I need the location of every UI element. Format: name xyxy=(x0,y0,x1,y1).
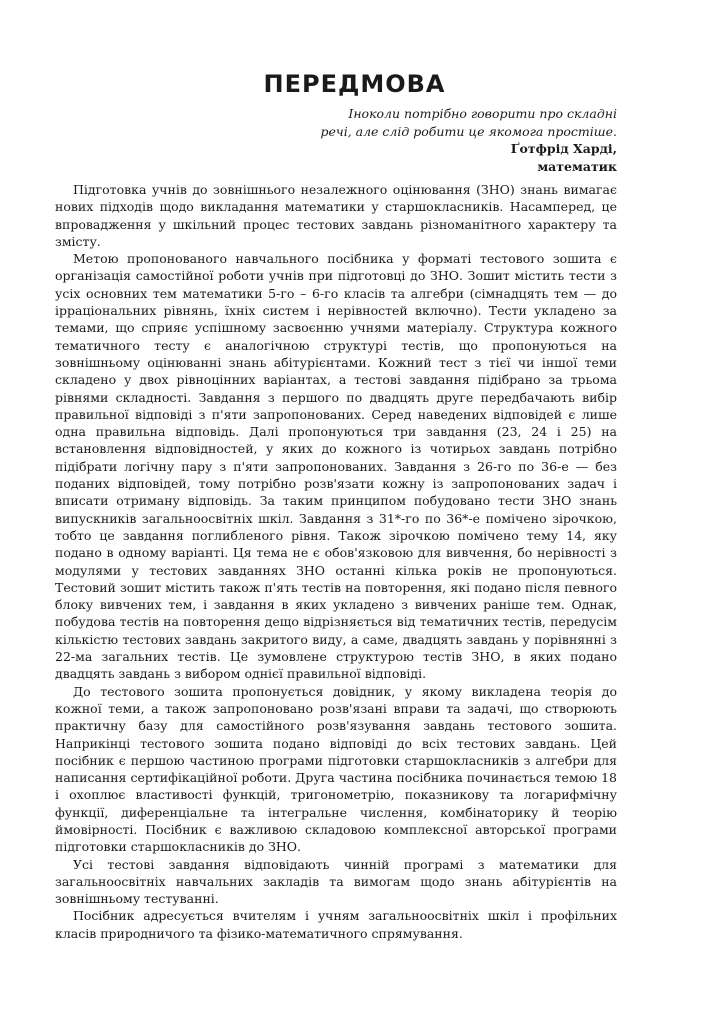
paragraph: Посібник адресується вчителям і учням загальноосвітніх шкіл і профільних класів природничого та фізико-математичного спрямування. xyxy=(55,908,617,941)
epigraph-author-title: математик xyxy=(537,158,617,174)
epigraph xyxy=(317,105,617,175)
paragraph: До тестового зошита пропонується довідник, у якому викладена теорія до кожної теми, а також запропоновано розв'язані вправи та задачі, що створюють практичну базу для самостійного розв'язування завдань тестового зошита. Наприкінці тестового зошита подано відповіді до всіх тестових завдань. Цей посібник є першою частиною програми підготовки старшокласників з алгебри для написання сертифікаційної роботи. Друга частина посібника починається темою 18 і охоплює властивості функцій, тригонометрію, показникову та логарифмічну функції, диференціальне та інтегральне числення, комбінаторику й теорію ймовірності. Посібник є важливою складовою комплексної авторської програми підготовки старшокласників до ЗНО. xyxy=(55,683,617,855)
paragraph: Підготовка учнів до зовнішнього незалежного оцінювання (ЗНО) знань вимагає нових підходів щодо викладання математики у старшокласників. Насамперед, це впровадження у шкільний процес тестових завдань різноманітного характеру та змісту. xyxy=(55,182,617,249)
preface-body xyxy=(55,181,617,942)
paragraph: Метою пропонованого навчального посібника у форматі тестового зошита є організація самостійної роботи учнів при підготовці до ЗНО. Зошит містить тести з усіх основних тем математики 5-го – 6-го класів та алгебри (сімнадцять тем — до ірраціональних рівнянь, їхніх систем і нерівностей включно). Тести укладено за темами, що сприяє успішному засвоєнню учнями матеріалу. Структура кожного тематичного тесту є аналогічною структурі тестів, що пропонуються на зовнішньому оцінюванні знань абітурієнтами. Кожний тест з тієї чи іншої теми складено у двох рівноцінних варіантах, а тестові завдання підібрано за трьома рівнями складності. Завдання з першого по двадцять друге передбачають вибір правильної відповіді з п'яти запропонованих. Серед наведених відповідей є лише одна правильна відповідь. Далі пропонуються три завдання (23, 24 і 25) на встановлення відповідностей, у яких до кожного із чотирьох завдань потрібно підібрати логічну пару з п'яти запропонованих. Завдання з 26-го по 36-е — без поданих відповідей, тому потрібно розв'язати кожну із запропонованих задач і вписати отриману відповідь. За таким принципом побудовано тести ЗНО знань випускників загальноосвітніх шкіл. Завдання з 31*-го по 36*-е помічено зірочкою, тобто це завдання поглибленого рівня. Також зірочкою помічено тему 14, яку подано в одному варіанті. Ця тема не є обов'язковою для вивчення, бо нерівності з модулями у тестових завданнях ЗНО останні кілька років не пропонуються. Тестовий зошит містить також п'ять тестів на повторення, які подано після певного блоку вивчених тем, і завдання в яких укладено з вивчених раніше тем. Однак, побудова тестів на повторення дещо відрізняється від тематичних тестів, передусім кількістю тестових завдань закритого виду, а саме, двадцять завдань у порівнянні з 22-ма загальних тестів. Це зумовлене структурою тестів ЗНО, в яких подано двадцять завдань з вибором однієї правильної відповіді. xyxy=(55,251,617,682)
page-title: ПЕРЕДМОВА xyxy=(263,70,446,98)
epigraph-author: Ґотфрід Харді, xyxy=(510,141,617,156)
epigraph-line: Іноколи потрібно говорити про складні xyxy=(348,106,617,121)
paragraph: Усі тестові завдання відповідають чинній програмі з математики для загальноосвітніх навчальних закладів та вимогам щодо знань абітурієнтів на зовнішньому тестуванні. xyxy=(55,856,617,907)
epigraph-line: речі, але слід робити це якомога простіше. xyxy=(320,123,617,139)
